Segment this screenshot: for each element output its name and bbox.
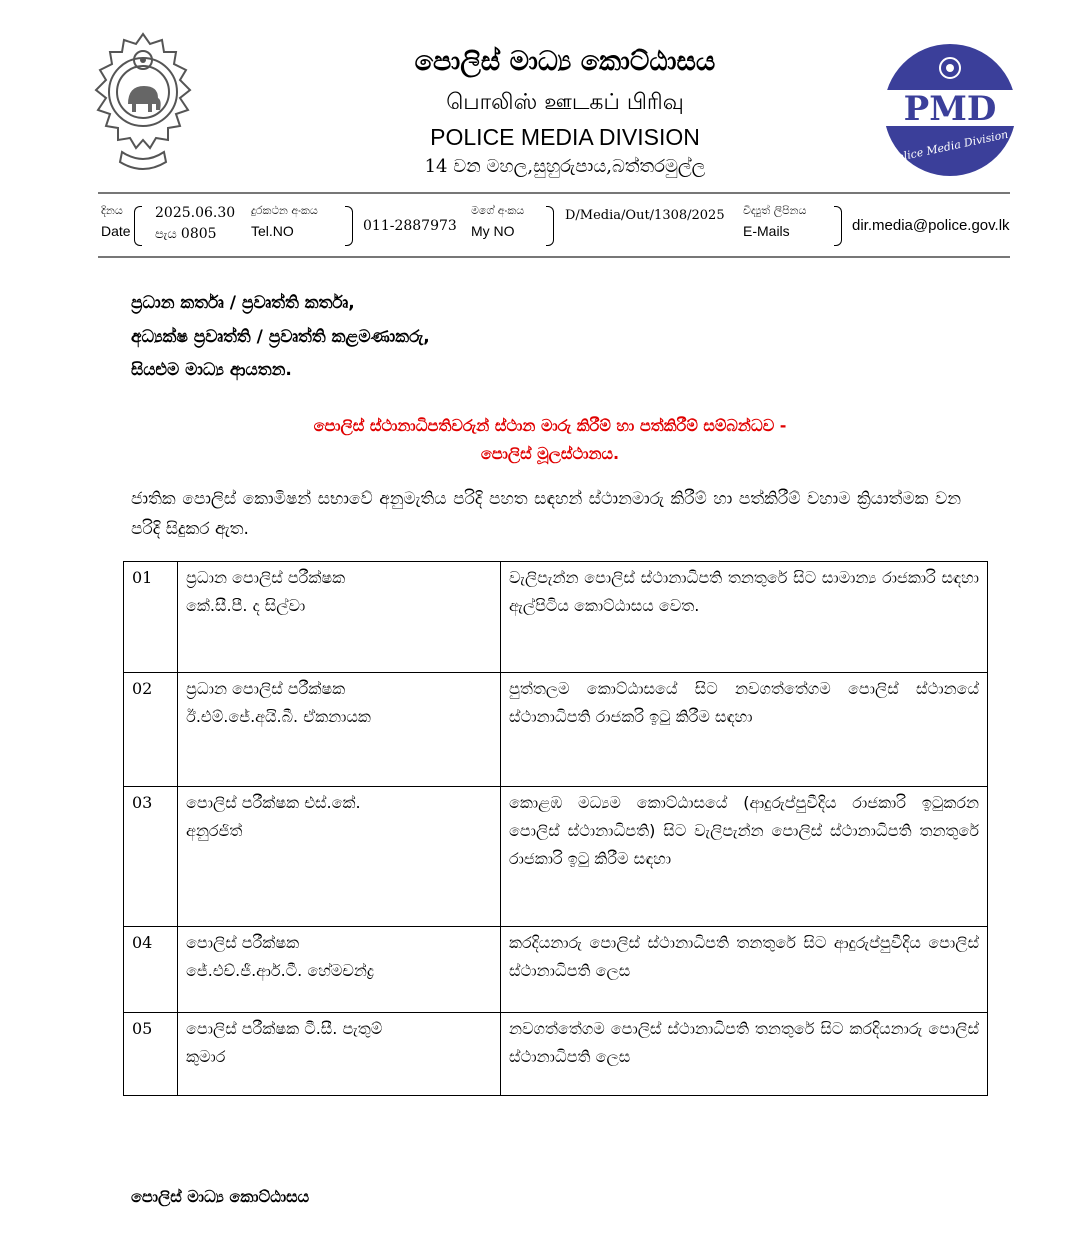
date-label-si: දිනය	[101, 204, 123, 217]
officer-rank: පොලිස් පරීක්ෂක ටී.සී. පැතුම්	[186, 1019, 383, 1038]
table-row	[124, 673, 988, 787]
row-number: 05	[124, 1013, 178, 1096]
table-row	[124, 927, 988, 1013]
transfer-details: නවගත්තේගම පොලිස් ස්ථානාධිපති තනතුරේ සිට කරදියනාරු පොලිස් ස්ථානාධිපති ලෙස	[501, 1013, 988, 1096]
officer-rank: පොලිස් පරීක්ෂක	[186, 933, 300, 952]
pmd-logo	[880, 40, 1020, 180]
tel-label-en: Tel.NO	[251, 223, 294, 239]
row-number: 01	[124, 562, 178, 673]
my-no-label	[471, 204, 524, 239]
my-no-value: D/Media/Out/1308/2025	[565, 208, 725, 223]
date-label-en: Date	[101, 223, 131, 239]
row-number: 04	[124, 927, 178, 1013]
email-label-en: E-Mails	[743, 223, 790, 239]
signature-block: පොලිස් මාධ්‍ය කොට්ඨාසය	[131, 1187, 310, 1206]
row-number: 02	[124, 673, 178, 787]
date-label	[101, 204, 131, 239]
my-no-label-en: My NO	[471, 223, 515, 239]
email-brace	[834, 206, 842, 246]
header-title-english: POLICE MEDIA DIVISION	[430, 124, 700, 150]
header-address: 14 වන මහල,සුහුරුපාය,බත්තරමුල්ල	[424, 156, 706, 177]
header-title-tamil: பொலிஸ் ஊடகப் பிரிவு	[446, 90, 684, 115]
addressee-line: අධ්‍යක්ෂ ප්‍රවෘත්ති / ප්‍රවෘත්ති කළමණාකරු,	[131, 327, 430, 347]
officer-name: ජේ.එච්.ජී.ආර්.ටී. හේමචන්ද්‍ර	[186, 961, 374, 980]
pmd-logo-text: PMD	[903, 89, 997, 129]
officer-cell	[178, 1013, 501, 1096]
officer-cell	[178, 562, 501, 673]
officer-name: ඊ.එම්.ජේ.අයි.බී. ඒකනායක	[186, 707, 371, 726]
row-number: 03	[124, 787, 178, 927]
transfers-table	[123, 561, 988, 1096]
tel-label-si: දුරකථන අංකය	[251, 204, 318, 217]
date-value: 2025.06.30	[155, 205, 236, 221]
transfer-details: වැලිපැන්න පොලිස් ස්ථානාධිපති තනතුරේ සිට සාමාන්‍ය රාජකාරි සඳහා ඇල්පිටිය කොට්ඨාසය වෙත.	[501, 562, 988, 673]
addressee-line: ප්‍රධාන කර්තෘ / ප්‍රවෘත්ති කර්තෘ,	[131, 293, 355, 313]
table-row	[124, 787, 988, 927]
table-row	[124, 1013, 988, 1096]
header-title-sinhala: පොලිස් මාධ්‍ය කොට්ඨාසය	[414, 46, 716, 77]
tel-label	[251, 204, 318, 239]
officer-rank: පොලිස් පරීක්ෂක එස්.කේ.	[186, 793, 361, 812]
info-bar-bottom-rule	[98, 256, 1010, 258]
tel-value: 011-2887973	[363, 218, 457, 234]
time-row	[155, 226, 217, 242]
addressee-line: සියළුම මාධ්‍ය ආයතන.	[131, 360, 292, 380]
officer-name: කේ.සී.පී. ද සිල්වා	[186, 596, 306, 615]
my-no-brace	[546, 206, 554, 246]
table-row	[124, 562, 988, 673]
tel-brace	[345, 206, 353, 246]
pmd-logo-subtext: Police Media Division	[889, 127, 1010, 166]
transfer-details: කරදියනාරු පොලිස් ස්ථානාධිපති තනතුරේ සිට ආදුරුප්පුවීදිය පොලිස් ස්ථානාධිපති ලෙස	[501, 927, 988, 1013]
officer-rank: ප්‍රධාන පොලිස් පරීක්ෂක	[186, 679, 346, 698]
email-label	[743, 204, 806, 239]
email-label-si: විද්‍යුත් ලිපිනය	[743, 204, 807, 217]
officer-cell	[178, 673, 501, 787]
intro-paragraph: ජාතික පොලිස් කොමිෂන් සභාවේ අනුමැතිය පරිදි පහත සඳහන් ස්ථානමාරු කිරීම් හා පත්කිරීම් වහාම ක්‍රියාත්මක වන පරිදි සිදුකර ඇත.	[131, 489, 961, 539]
transfer-details: පුත්තලම කොට්ඨාසයේ සිට නවගත්තේගම පොලිස් ස්ථානයේ ස්ථානාධිපති රාජකරි ඉටු කිරීම සඳහා	[501, 673, 988, 787]
subject-line-2: පොලිස් මූලස්ථානය.	[480, 444, 620, 463]
email-value[interactable]: dir.media@police.gov.lk	[852, 217, 1010, 234]
subject-heading	[150, 412, 950, 468]
officer-cell	[178, 787, 501, 927]
officer-name: කුමාර	[186, 1047, 226, 1066]
officer-cell	[178, 927, 501, 1013]
info-bar-top-rule	[98, 192, 1010, 194]
date-brace	[134, 206, 142, 246]
officer-rank: ප්‍රධාන පොලිස් පරීක්ෂක	[186, 568, 346, 587]
time-label-si: පැය	[155, 227, 177, 242]
my-no-label-si: මගේ අංකය	[471, 204, 525, 217]
transfer-details: කොළඹ මධ්‍යම කොට්ඨාසයේ (ආදුරුප්පුවීදිය රාජකාරි ඉටුකරන පොලිස් ස්ථානාධිපති) සිට වැලිපැන්න පොලිස් ස්ථානාධිපති තනතුරේ රාජකාරි ඉටු කිරීම සඳහා	[501, 787, 988, 927]
officer-name: අනුරජිත්	[186, 821, 243, 840]
police-emblem-logo	[92, 30, 194, 180]
time-value: 0805	[180, 226, 217, 242]
subject-line-1: පොලිස් ස්ථානාධිපතිවරුන් ස්ථාන මාරු කිරීම් හා පත්කිරීම් සම්බන්ධව -	[313, 416, 787, 435]
